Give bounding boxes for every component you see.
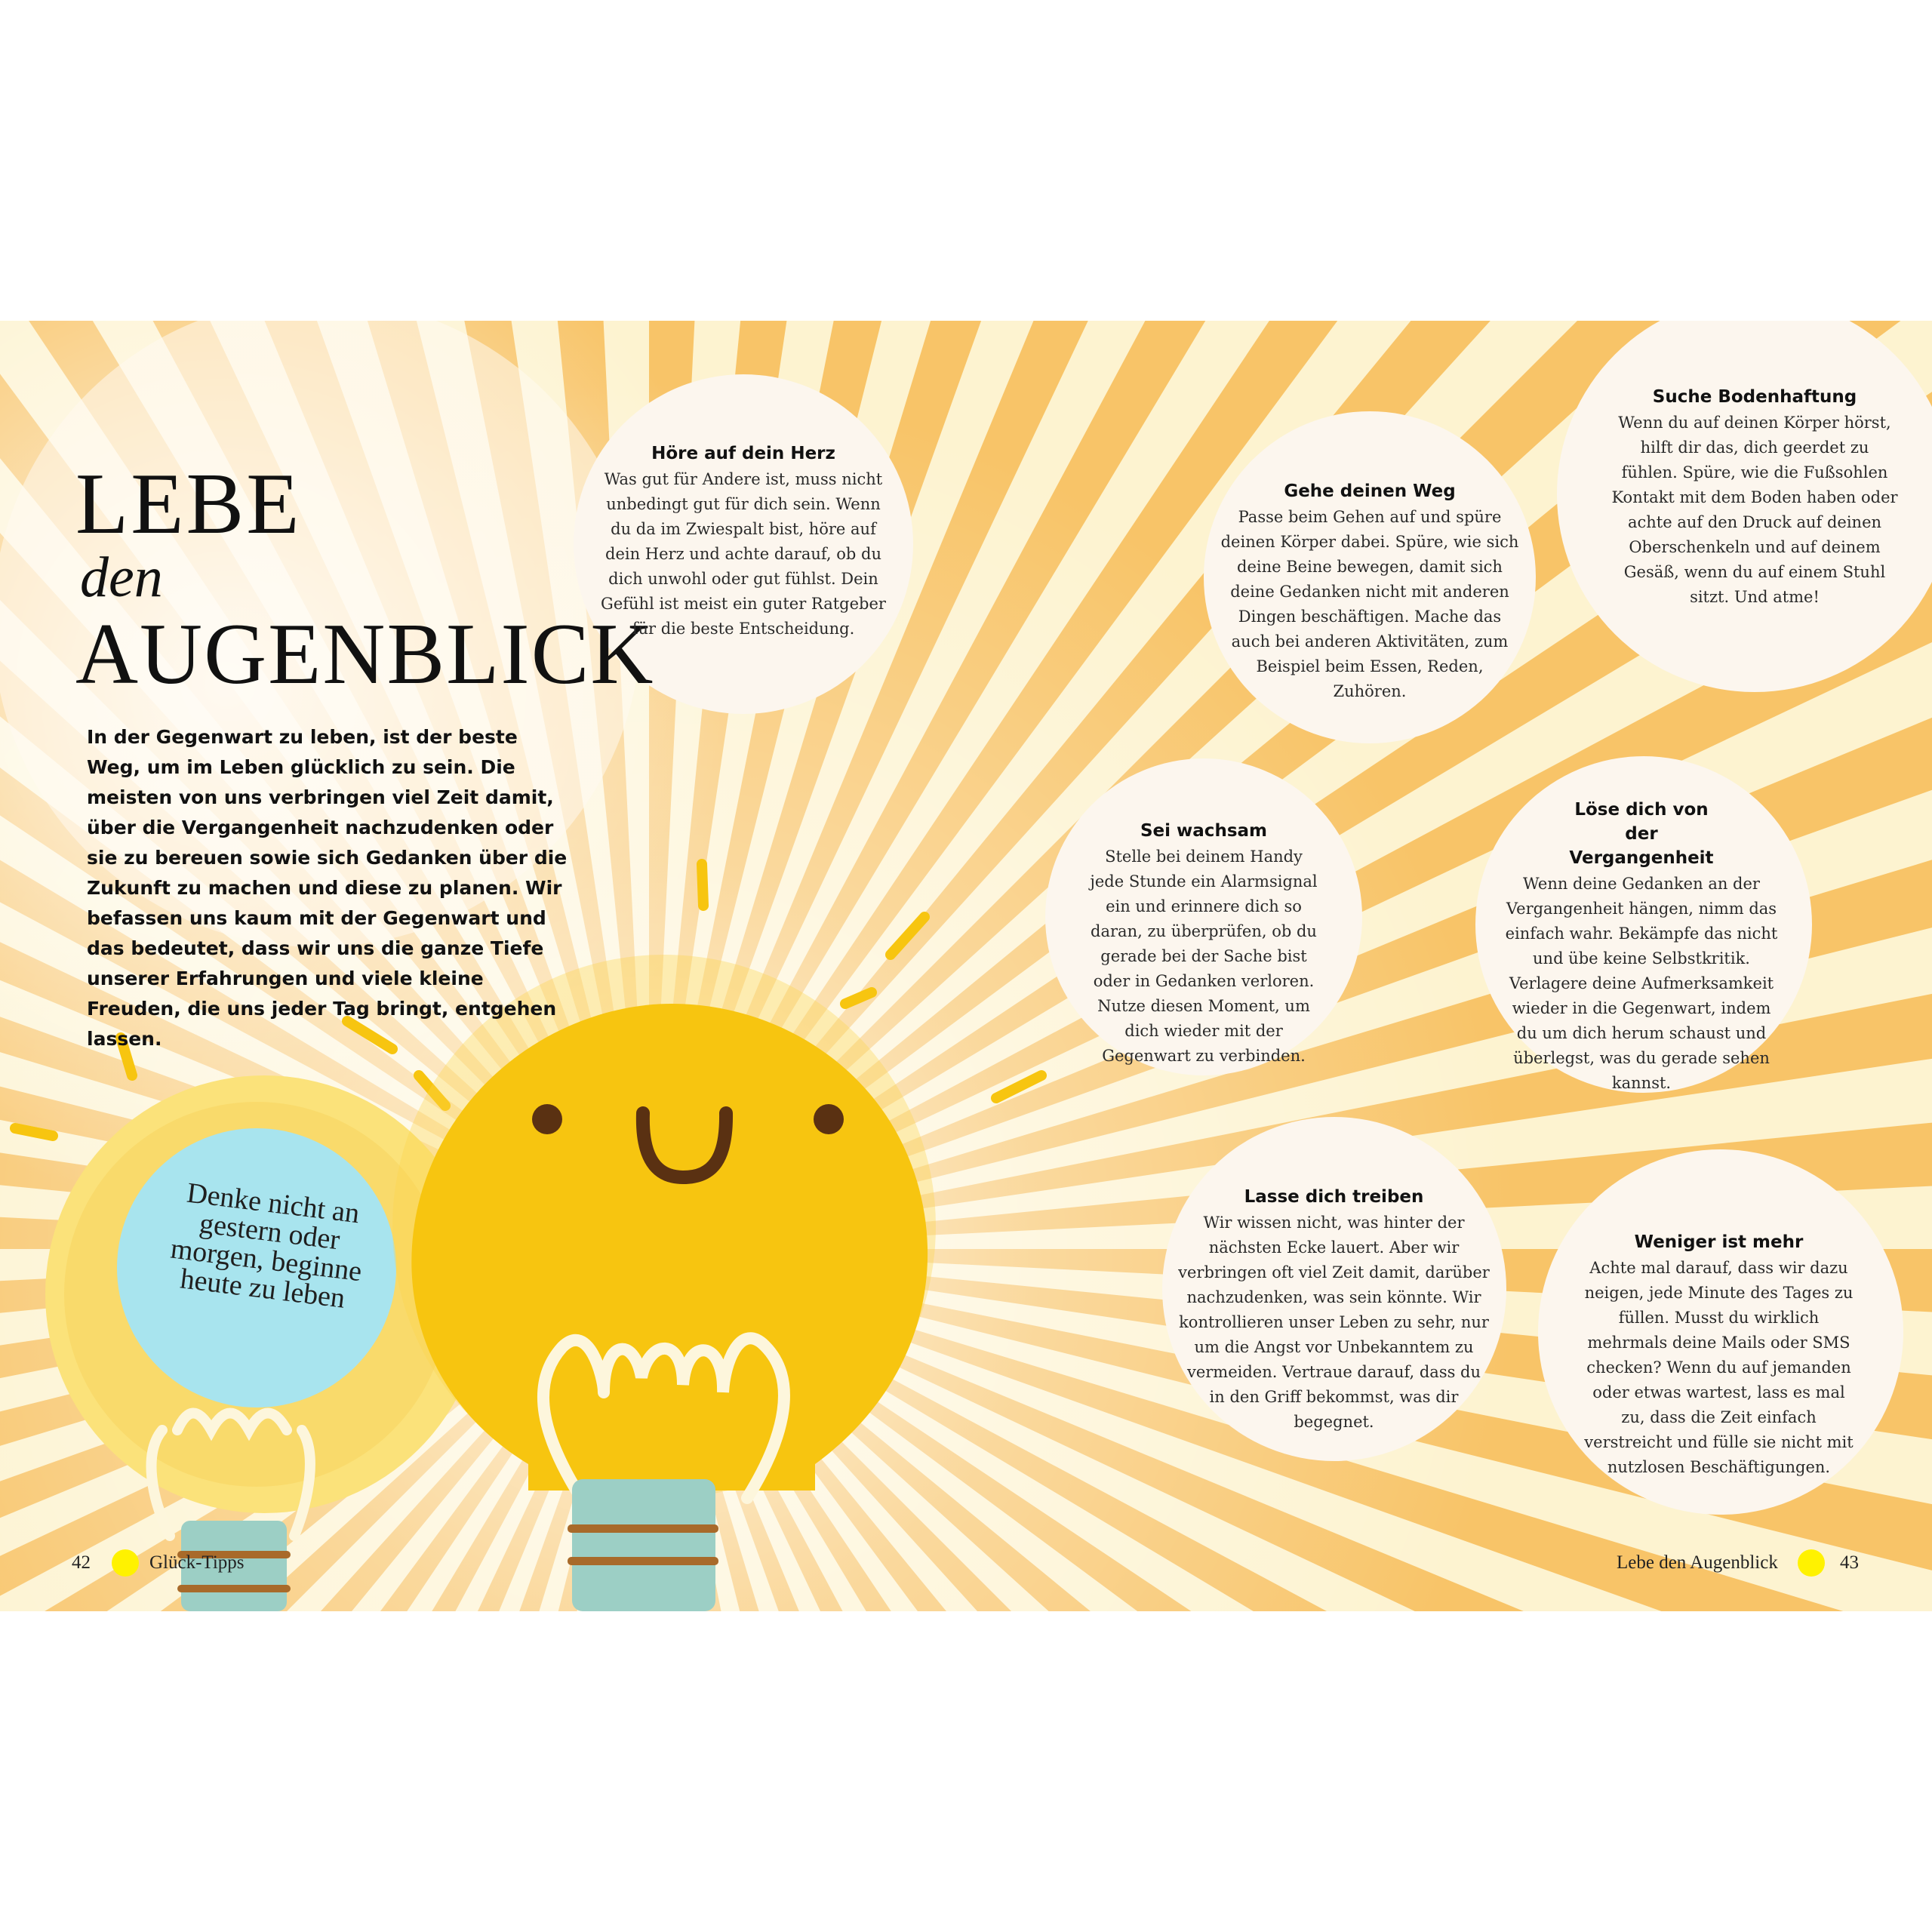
section-label-left: Glück-Tipps bbox=[149, 1552, 245, 1573]
tip-text: Wir wissen nicht, was hinter der nächsten Ecke lauert. Aber wir verbringen oft viel Zeit damit, darüber nachzudenken, was sein könnte. Wir kontrollieren unser Leben zu sehr, nur um die Angst vor Unbekanntem zu vermeiden. Vertraue darauf, dass du in den Griff bekommst, was dir begegnet. bbox=[1178, 1214, 1490, 1431]
tip-text: Stelle bei deinem Handy jede Stunde ein Alarmsignal ein und erinnere dich so daran, zu überprüfen, ob du gerade bei der Sache bist oder in Gedanken verloren. Nutze diesen Moment, um dich wieder mit der Gegenwart zu verbinden. bbox=[1090, 848, 1318, 1065]
tip-title: Lasse dich treiben bbox=[1244, 1187, 1424, 1207]
tip-title: Weniger ist mehr bbox=[1634, 1232, 1804, 1252]
title-line-3: AUGENBLICK bbox=[75, 606, 655, 702]
tip-text: Achte mal darauf, dass wir dazu neigen, jede Minute des Tages zu füllen. Musst du wirklich mehrmals deine Mails oder SMS checken? Wenn du auf jemanden oder etwas wartest, lass es mal zu, dass die Zeit einfach verstreicht und fülle sie nicht mit nutzlosen Beschäftigungen. bbox=[1584, 1259, 1854, 1476]
page-title bbox=[75, 456, 655, 702]
tip-text: Wenn du auf deinen Körper hörst, hilft dir das, dich geerdet zu fühlen. Spüre, wie die Fußsohlen Kontakt mit dem Boden haben oder achte auf den Druck auf deinen Oberschenkeln und auf deinem Gesäß, wenn du auf einem Stuhl sitzt. Und atme! bbox=[1611, 414, 1898, 606]
title-line-2: den bbox=[80, 546, 163, 609]
tip-suche-bodenhaftung bbox=[1611, 385, 1898, 610]
tip-lasse-dich-treiben bbox=[1177, 1185, 1491, 1435]
tip-title: Gehe deinen Weg bbox=[1284, 481, 1456, 501]
section-label-right: Lebe den Augenblick bbox=[1617, 1552, 1778, 1573]
tip-text: Was gut für Andere ist, muss nicht unbedingt gut für dich sein. Wenn du da im Zwiespalt bist, höre auf dein Herz und achte darauf, ob du dich unwohl oder gut fühlst. Dein Gefühl ist meist ein guter Ratgeber für die beste Entscheidung. bbox=[601, 470, 886, 638]
quote-text: Denke nicht an gestern oder morgen, beginne heute zu leben bbox=[168, 1177, 364, 1315]
tip-hoere-auf-dein-herz bbox=[596, 441, 891, 641]
page-dot-right-icon bbox=[1798, 1549, 1825, 1577]
page-number-left: 42 bbox=[72, 1552, 91, 1573]
tip-title: Sei wachsam bbox=[1140, 821, 1267, 841]
tip-text: Wenn deine Gedanken an der Vergangenheit hängen, nimm das einfach wahr. Bekämpfe das nicht und übe keine Selbstkritik. Verlagere deine Aufmerksamkeit wieder in die Gegenwart, indem du um dich herum schaust und überlegst, was du gerade sehen kannst. bbox=[1505, 875, 1778, 1092]
page-dot-left-icon bbox=[112, 1549, 139, 1577]
tip-title: Höre auf dein Herz bbox=[651, 444, 835, 463]
magazine-spread bbox=[0, 321, 1932, 1611]
tip-title: Löse dich von der Vergangenheit bbox=[1569, 800, 1714, 868]
tip-text: Passe beim Gehen auf und spüre deinen Körper dabei. Spüre, wie sich deine Beine bewegen, damit sich deine Gedanken nicht mit anderen Dingen beschäftigen. Mache das auch bei anderen Aktivitäten, zum Beispiel beim Essen, Reden, Zuhören. bbox=[1220, 508, 1519, 700]
tip-loese-dich-von-der-vergangenheit bbox=[1502, 798, 1781, 1096]
tip-gehe-deinen-weg bbox=[1219, 479, 1521, 704]
page-number-right: 43 bbox=[1840, 1552, 1859, 1573]
intro-paragraph: In der Gegenwart zu leben, ist der beste Weg, um im Leben glücklich zu sein. Die meisten von uns verbringen viel Zeit damit, über die Vergangenheit nachzudenken oder sie zu bereuen sowie sich Gedanken über die Zukunft zu machen und diese zu planen. Wir befassen uns kaum mit der Gegenwart und das bedeutet, dass wir uns die ganze Tiefe unserer Erfahrungen und viele kleine Freuden, die uns jeder Tag bringt, entgehen lassen. bbox=[87, 726, 568, 1050]
tip-weniger-ist-mehr bbox=[1581, 1230, 1857, 1480]
tip-title: Suche Bodenhaftung bbox=[1652, 387, 1857, 407]
tip-sei-wachsam bbox=[1087, 819, 1321, 1069]
title-line-1: LEBE bbox=[75, 456, 302, 552]
